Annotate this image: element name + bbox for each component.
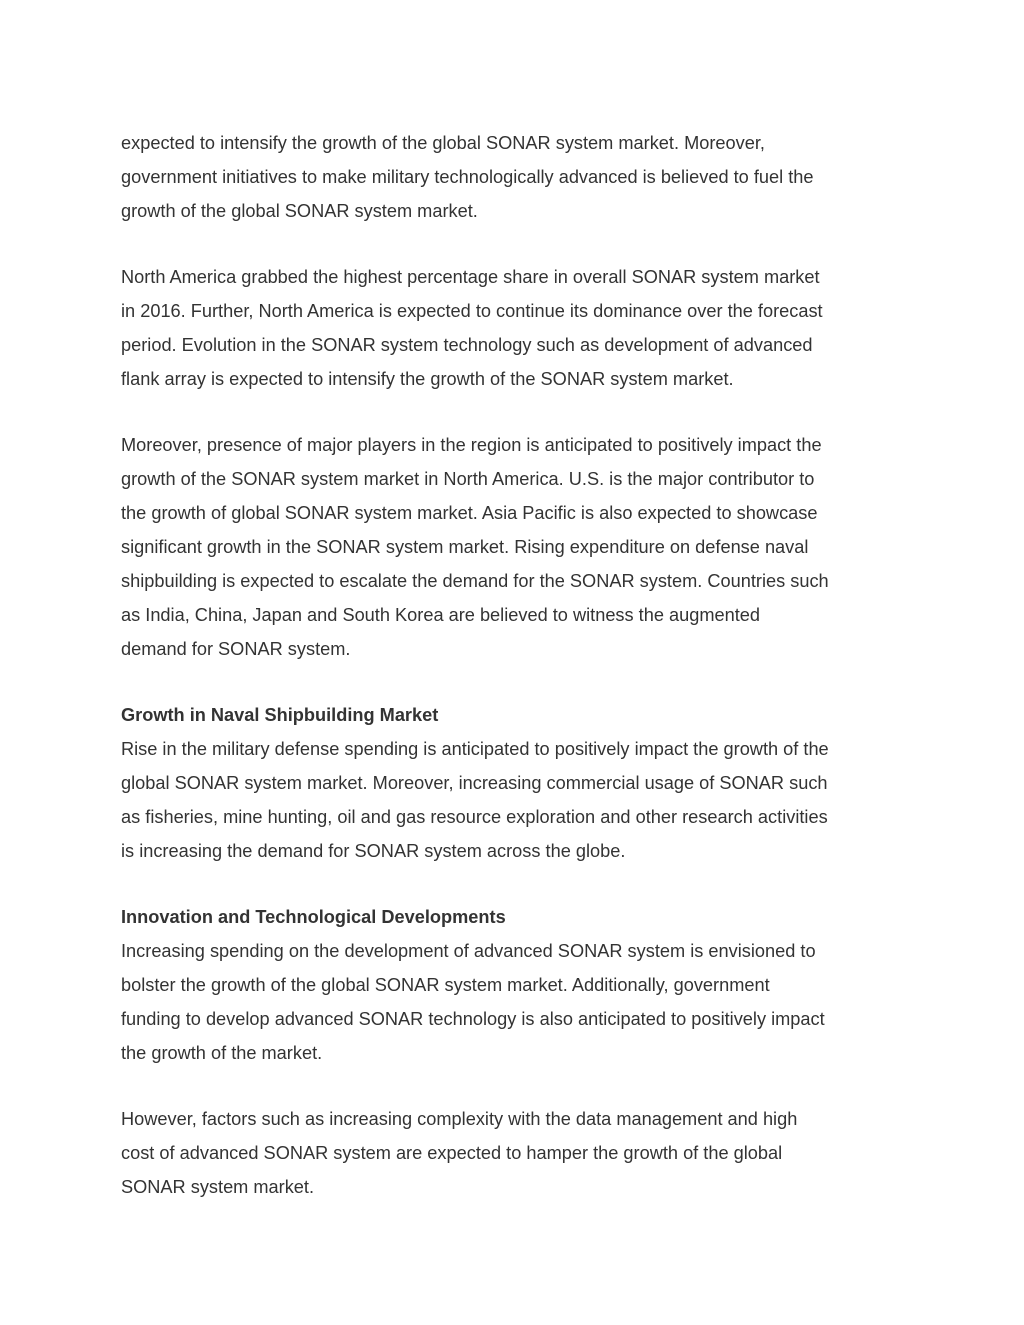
- text-line: is increasing the demand for SONAR system across the globe.: [121, 841, 626, 861]
- text-line: as India, China, Japan and South Korea are believed to witness the augmented: [121, 605, 761, 625]
- text-line: government initiatives to make military technologically advanced is believed to fuel the: [121, 167, 814, 187]
- section-heading: Innovation and Technological Developments: [121, 907, 506, 927]
- paragraph-market-intro: [121, 126, 911, 228]
- text-line: growth of the SONAR system market in North America. U.S. is the major contributor to: [121, 469, 815, 489]
- text-line: period. Evolution in the SONAR system technology such as development of advanced: [121, 335, 813, 355]
- text-line: in 2016. Further, North America is expected to continue its dominance over the forecast: [121, 301, 823, 321]
- text-line: the growth of global SONAR system market. Asia Pacific is also expected to showcase: [121, 503, 818, 523]
- paragraph-restraints: [121, 1102, 911, 1204]
- text-line: SONAR system market.: [121, 1177, 315, 1197]
- document-page: [121, 126, 911, 1236]
- paragraph-major-players: [121, 428, 911, 666]
- text-line: expected to intensify the growth of the global SONAR system market. Moreover,: [121, 133, 765, 153]
- text-line: North America grabbed the highest percentage share in overall SONAR system market: [121, 267, 820, 287]
- text-line: Moreover, presence of major players in the region is anticipated to positively impact the: [121, 435, 822, 455]
- text-line: funding to develop advanced SONAR technology is also anticipated to positively impact: [121, 1009, 825, 1029]
- text-line: as fisheries, mine hunting, oil and gas resource exploration and other research activities: [121, 807, 828, 827]
- text-line: cost of advanced SONAR system are expected to hamper the growth of the global: [121, 1143, 783, 1163]
- text-line: Increasing spending on the development of advanced SONAR system is envisioned to: [121, 941, 816, 961]
- text-line: shipbuilding is expected to escalate the demand for the SONAR system. Countries such: [121, 571, 829, 591]
- text-line: significant growth in the SONAR system market. Rising expenditure on defense naval: [121, 537, 809, 557]
- text-line: growth of the global SONAR system market.: [121, 201, 478, 221]
- text-line: global SONAR system market. Moreover, increasing commercial usage of SONAR such: [121, 773, 828, 793]
- section-naval-shipbuilding: [121, 698, 911, 868]
- text-line: Rise in the military defense spending is anticipated to positively impact the growth of the: [121, 739, 829, 759]
- text-line: the growth of the market.: [121, 1043, 323, 1063]
- text-line: However, factors such as increasing complexity with the data management and high: [121, 1109, 798, 1129]
- section-innovation: [121, 900, 911, 1070]
- text-line: demand for SONAR system.: [121, 639, 351, 659]
- text-line: flank array is expected to intensify the growth of the SONAR system market.: [121, 369, 734, 389]
- paragraph-north-america: [121, 260, 911, 396]
- section-heading: Growth in Naval Shipbuilding Market: [121, 705, 439, 725]
- text-line: bolster the growth of the global SONAR system market. Additionally, government: [121, 975, 770, 995]
